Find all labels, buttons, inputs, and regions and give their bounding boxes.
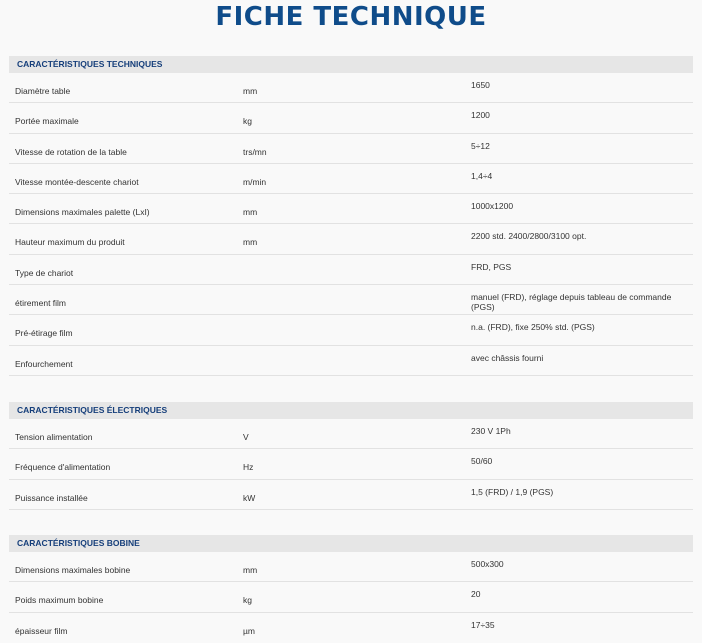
row-value: 1200 [471, 110, 490, 121]
row-label: Diamètre table [15, 86, 71, 96]
table-row [9, 103, 693, 133]
row-value: 1650 [471, 80, 490, 90]
row-label: Vitesse de rotation de la table [15, 146, 127, 157]
row-unit: mm [243, 207, 258, 218]
row-label: Enfourchement [15, 358, 73, 369]
row-value: 5÷12 [471, 140, 490, 151]
row-value: FRD, PGS [471, 261, 512, 272]
row-label: Portée maximale [15, 116, 79, 127]
electrical-specs-section [9, 402, 693, 510]
row-value: n.a. (FRD), fixe 250% std. (PGS) [471, 322, 595, 333]
row-value: 500x300 [471, 559, 504, 569]
row-unit: mm [243, 86, 258, 96]
row-unit: V [243, 432, 249, 442]
table-row [9, 315, 693, 345]
row-label: Dimensions maximales bobine [15, 565, 131, 575]
row-label: Puissance installée [15, 492, 88, 503]
section-header-technical: CARACTÉRISTIQUES TECHNIQUES [9, 56, 693, 73]
row-label: Poids maximum bobine [15, 595, 104, 606]
table-row [9, 419, 693, 449]
row-value: 1000x1200 [471, 201, 514, 212]
table-row [9, 164, 693, 194]
row-label: Fréquence d'alimentation [15, 462, 111, 473]
row-label: Hauteur maximum du produit [15, 237, 125, 248]
row-unit: µm [243, 625, 255, 636]
row-value: 17÷35 [471, 619, 495, 630]
row-label: étirement film [15, 298, 67, 309]
row-label: Vitesse montée-descente chariot [15, 176, 139, 187]
table-row [9, 449, 693, 479]
row-value: manuel (FRD), réglage depuis tableau de commande (PGS) [471, 292, 672, 313]
table-row [9, 480, 693, 510]
page-title: FICHE TECHNIQUE [215, 2, 487, 32]
table-row [9, 194, 693, 224]
row-value: 1,5 (FRD) / 1,9 (PGS) [471, 486, 554, 497]
table-row [9, 255, 693, 285]
row-value: 50/60 [471, 456, 493, 467]
row-value: 1,4÷4 [471, 170, 493, 181]
row-unit: kg [243, 595, 252, 606]
row-value: 2200 std. 2400/2800/3100 opt. [471, 231, 587, 242]
table-row [9, 134, 693, 164]
table-row [9, 346, 693, 376]
table-row [9, 224, 693, 254]
row-label: Tension alimentation [15, 432, 93, 442]
row-unit: trs/mn [243, 146, 267, 157]
row-label: épaisseur film [15, 625, 68, 636]
table-row [9, 73, 693, 103]
row-unit: mm [243, 237, 258, 248]
section-header-reel: CARACTÉRISTIQUES BOBINE [9, 535, 693, 552]
row-label: Dimensions maximales palette (LxI) [15, 207, 150, 218]
row-unit: kg [243, 116, 252, 127]
row-value: avec châssis fourni [471, 352, 544, 363]
technical-specs-section [9, 56, 693, 376]
table-row [9, 552, 693, 582]
table-row [9, 613, 693, 643]
row-unit: Hz [243, 462, 254, 473]
table-row [9, 582, 693, 612]
row-unit: mm [243, 565, 258, 575]
row-unit: m/min [243, 176, 267, 187]
row-label: Type de chariot [15, 267, 74, 278]
row-unit: kW [243, 492, 256, 503]
section-header-electrical: CARACTÉRISTIQUES ÉLECTRIQUES [9, 402, 693, 419]
table-row [9, 285, 693, 315]
row-value: 20 [471, 589, 481, 600]
row-label: Pré-étirage film [15, 328, 73, 339]
row-value: 230 V 1Ph [471, 426, 511, 436]
reel-specs-section [9, 535, 693, 643]
